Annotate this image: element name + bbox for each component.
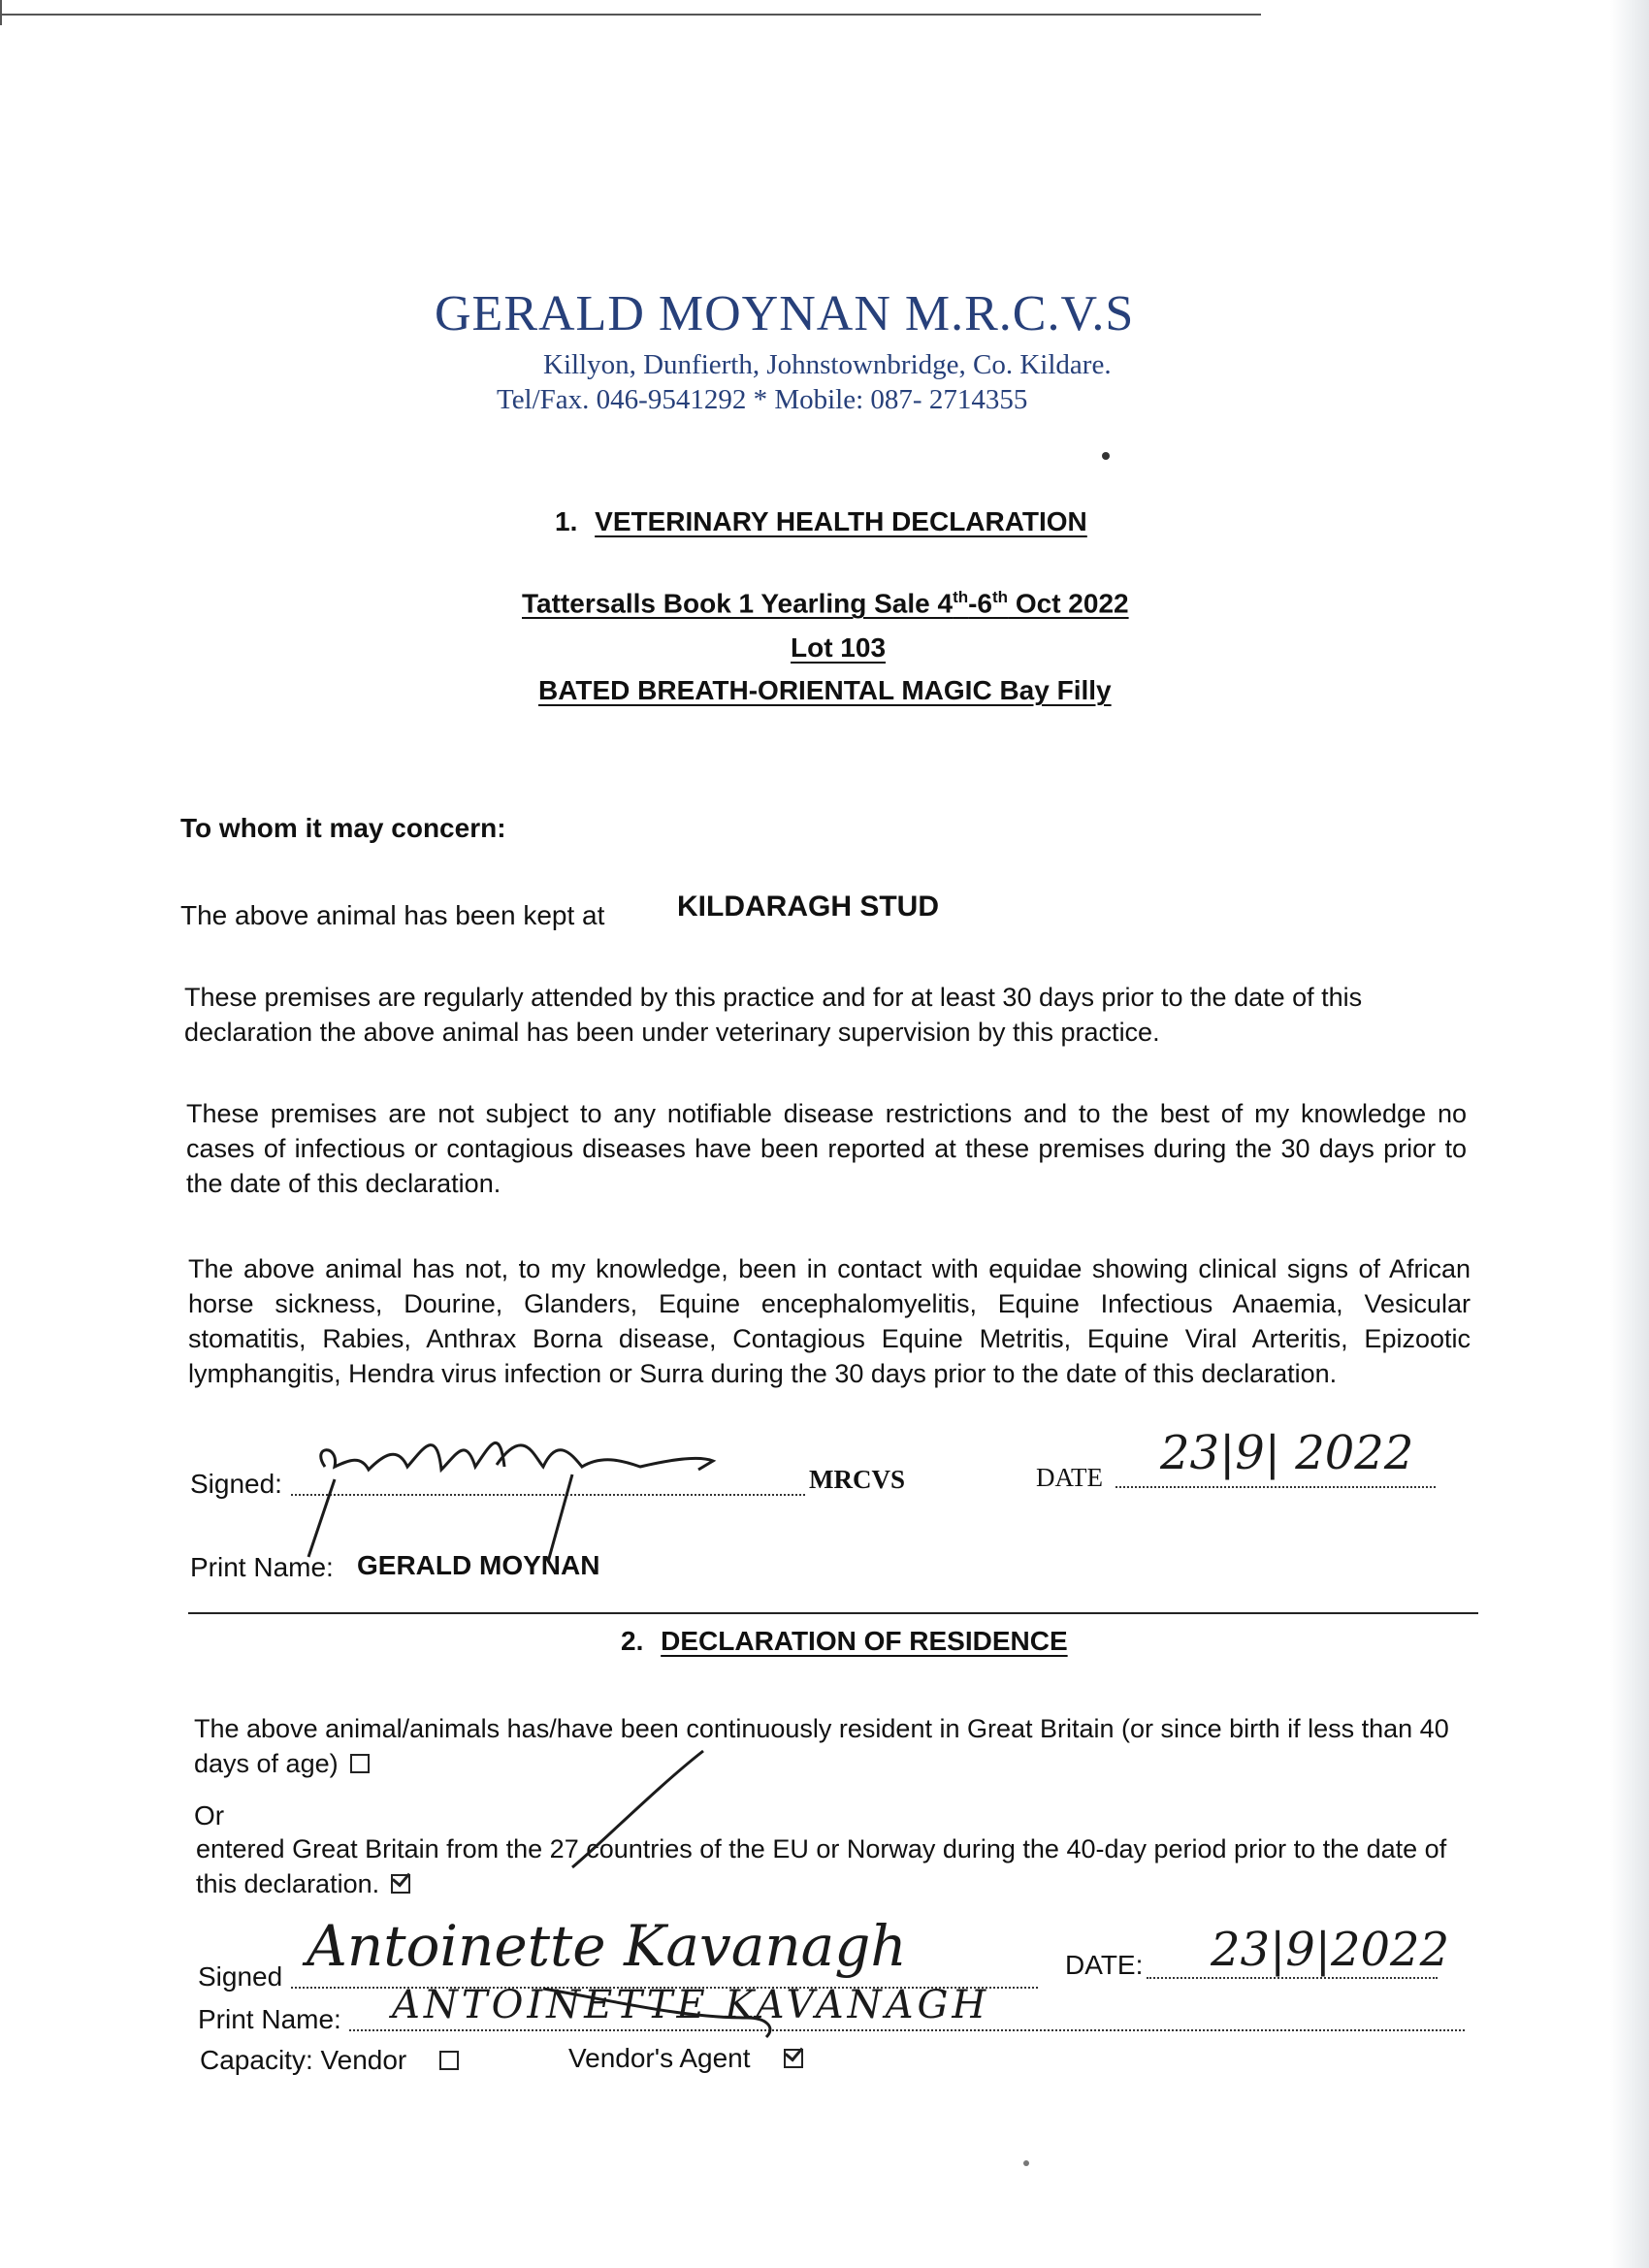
letterhead-tel: Tel/Fax. 046-9541292 * Mobile: 087- 2714355 xyxy=(497,384,1028,415)
vet-signature-line xyxy=(291,1492,805,1496)
vet-signed-label: Signed: xyxy=(190,1469,282,1499)
vendor-date-label: DATE: xyxy=(1065,1950,1144,1980)
residence-or: Or xyxy=(194,1800,225,1831)
vendor-checkbox[interactable] xyxy=(439,2051,459,2070)
vendors-agent-checkbox[interactable] xyxy=(784,2049,803,2068)
section-divider xyxy=(188,1612,1478,1614)
vet-signature-slash xyxy=(308,1479,335,1557)
vendors-agent-label: Vendor's Agent xyxy=(568,2043,751,2073)
para-contact: The above animal has not, to my knowledge, been in contact with equidae showing clinical signs of African horse sickness, Dourine, Glanders, Equine encephalomyelitis, Equine Infectious Anaemia, Vesicular stomatitis, Rabies, Anthrax Borna disease, Contagious Equine Metritis, Equine Viral Arteritis, Epizootic lymphangitis, Hendra virus infection or Surra during the 30 days prior to the date of this declaration. xyxy=(188,1254,1471,1388)
sale-title xyxy=(522,588,1129,619)
vendor-print-name-label: Print Name: xyxy=(198,2004,341,2034)
letterhead-address: Killyon, Dunfierth, Johnstownbridge, Co. Kildare. xyxy=(543,349,1112,380)
residence-option-1 xyxy=(194,1711,1484,1781)
para-restrictions: These premises are not subject to any notifiable disease restrictions and to the best of my knowledge no cases of infectious or contagious diseases have been reported at these premises during the 30 days prior to the date of this declaration. xyxy=(186,1099,1467,1198)
residence-option-2-checkbox[interactable] xyxy=(391,1874,410,1894)
sale-title-sup1: th xyxy=(953,588,969,606)
residence-option-1-checkbox[interactable] xyxy=(350,1754,370,1773)
capacity-label: Capacity: Vendor xyxy=(200,2045,407,2075)
paper-mark xyxy=(1023,2160,1029,2166)
scan-edge-tick xyxy=(0,0,2,25)
lot-number: Lot 103 xyxy=(791,632,887,663)
section1-heading xyxy=(555,506,1087,537)
vet-print-name-value: GERALD MOYNAN xyxy=(357,1550,600,1580)
salutation: To whom it may concern: xyxy=(180,813,506,843)
scan-edge-top xyxy=(0,14,1261,16)
vendor-signature: Antoinette Kavanagh xyxy=(307,1913,907,1979)
section1-number: 1. xyxy=(555,506,578,536)
sale-title-prefix: Tattersalls Book 1 Yearling Sale 4 xyxy=(522,588,954,619)
vendor-date-handwritten: 23|9|2022 xyxy=(1211,1923,1450,1977)
vet-signature-slash-2 xyxy=(548,1474,572,1562)
vet-print-name-label: Print Name: xyxy=(190,1552,334,1582)
section2-number: 2. xyxy=(621,1626,644,1656)
vendor-print-name-value: ANTOINETTE KAVANAGH xyxy=(392,1983,990,2027)
mrcvs-label: MRCVS xyxy=(809,1465,905,1494)
section1-title: VETERINARY HEALTH DECLARATION xyxy=(595,506,1087,536)
vendor-signed-label: Signed xyxy=(198,1961,283,1992)
section2-heading xyxy=(621,1626,1068,1657)
vet-date-label: DATE xyxy=(1036,1463,1103,1492)
section2-title: DECLARATION OF RESIDENCE xyxy=(661,1626,1068,1656)
residence-option-2-text: entered Great Britain from the 27 countries of the EU or Norway during the 40-day period prior to the date of this declaration. xyxy=(196,1834,1447,1898)
sale-title-mid: -6 xyxy=(968,588,993,619)
vet-signature xyxy=(321,1442,713,1470)
residence-option-2 xyxy=(196,1831,1486,1901)
vet-date-handwritten: 23|9| 2022 xyxy=(1160,1426,1414,1480)
para-supervision: These premises are regularly attended by this practice and for at least 30 days prior to the date of this declaration the above animal has been under veterinary supervision by this practice. xyxy=(184,983,1363,1047)
horse-name: BATED BREATH-ORIENTAL MAGIC Bay Filly xyxy=(538,675,1112,705)
capacity-vendor xyxy=(200,2045,459,2076)
ink-dot xyxy=(1102,452,1110,460)
sale-title-suffix: Oct 2022 xyxy=(1008,588,1129,619)
vendor-print-name-line xyxy=(349,2027,1465,2031)
kept-at-value: KILDARAGH STUD xyxy=(677,891,939,923)
vet-date-line xyxy=(1116,1484,1436,1488)
sale-title-sup2: th xyxy=(992,588,1009,606)
kept-at-label: The above animal has been kept at xyxy=(180,900,605,930)
residence-option-1-text: The above animal/animals has/have been continuously resident in Great Britain (or since birth if less than 40 days of age) xyxy=(194,1714,1449,1778)
capacity-agent xyxy=(568,2043,803,2074)
letterhead-name: GERALD MOYNAN M.R.C.V.S xyxy=(435,286,1135,341)
